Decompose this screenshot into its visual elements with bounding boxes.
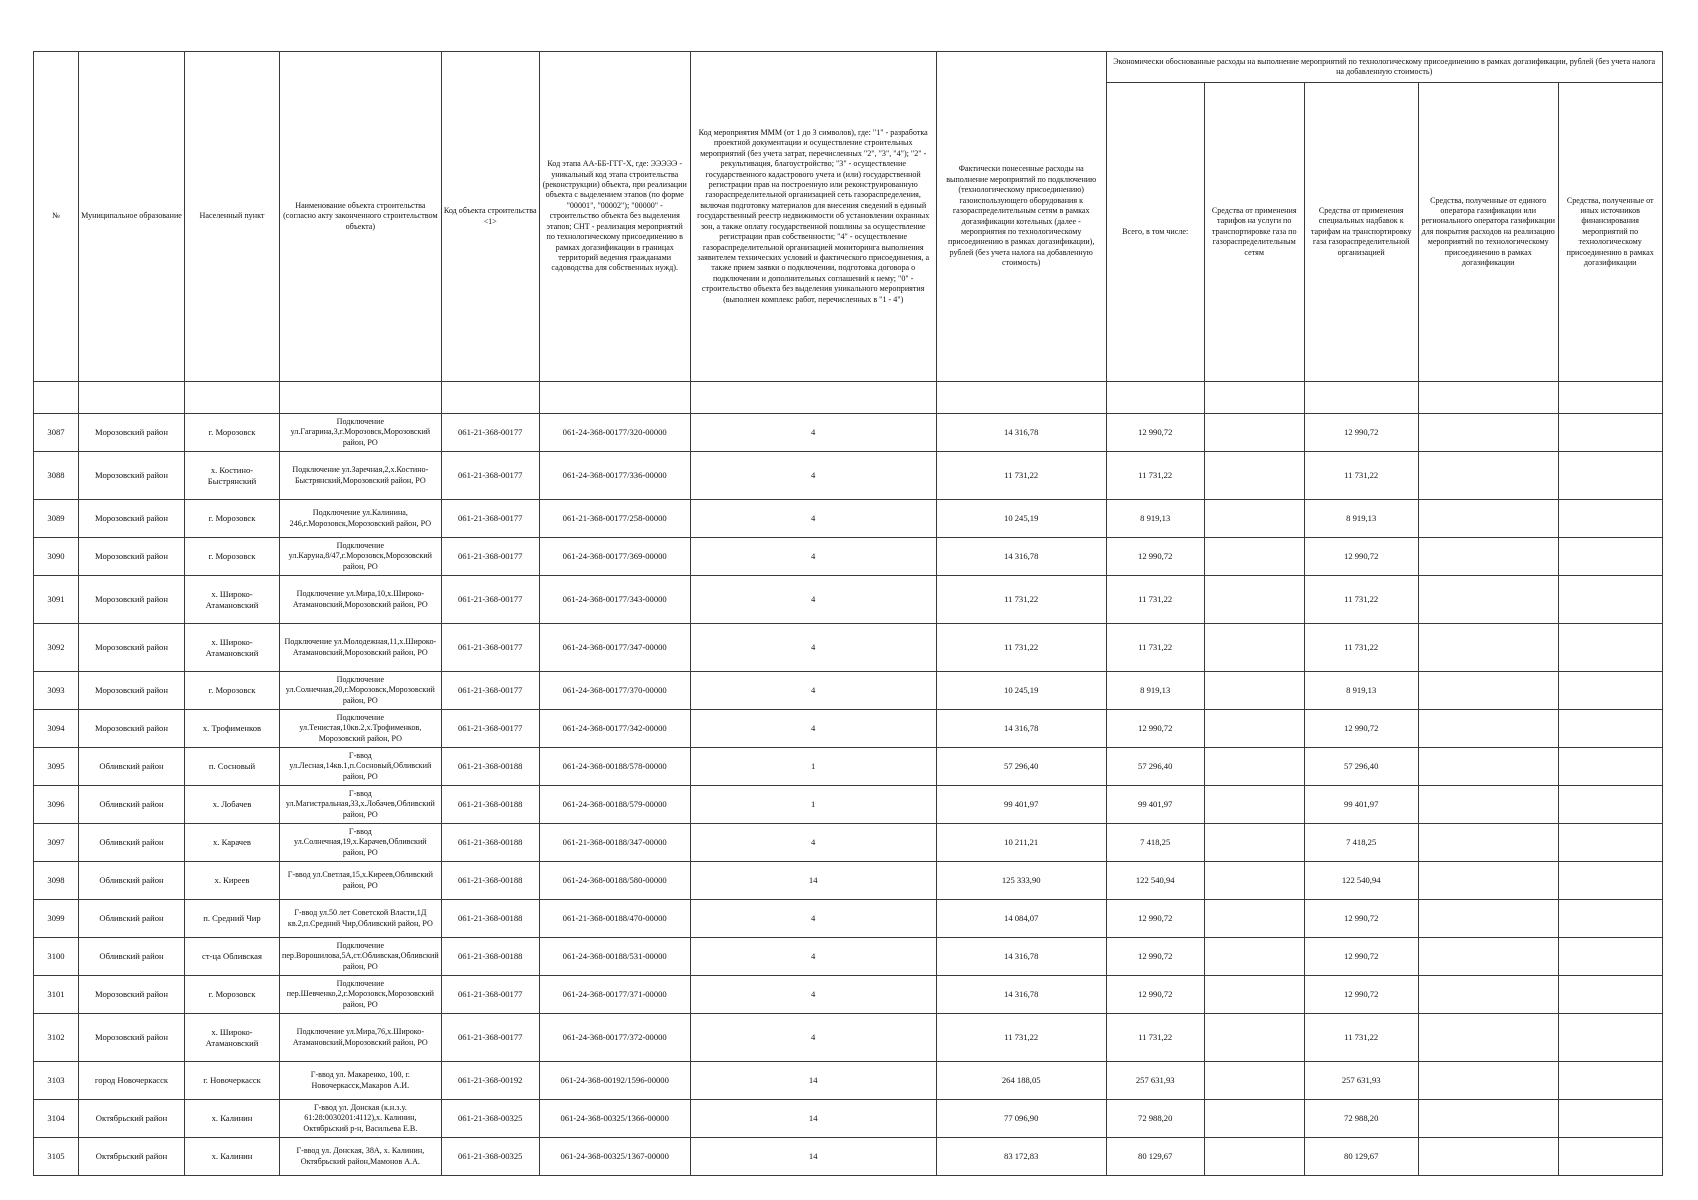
cell-actual-costs: 14 316,78 bbox=[936, 710, 1106, 748]
cell-num: 3104 bbox=[34, 1100, 79, 1138]
cell-tariff-funds bbox=[1204, 786, 1304, 824]
cell-num: 3090 bbox=[34, 538, 79, 576]
cell-num: 3100 bbox=[34, 938, 79, 976]
cell-operator-funds bbox=[1418, 710, 1558, 748]
cell-object-name: Подключение ул.Молодежная,11,х.Широко-Атамановский,Морозовский район, РО bbox=[280, 624, 442, 672]
cell-operator-funds bbox=[1418, 500, 1558, 538]
cell-municipality: Морозовский район bbox=[79, 710, 185, 748]
cell-municipality: Морозовский район bbox=[79, 976, 185, 1014]
cell-tariff-funds bbox=[1204, 576, 1304, 624]
cell-object-name: Г-ввод ул.Солнечная,19,х.Карачев,Обливский район, РО bbox=[280, 824, 442, 862]
header-municipality: Муниципальное образование bbox=[79, 52, 185, 382]
cell-settlement: п. Сосновый bbox=[185, 748, 280, 786]
table-row bbox=[34, 672, 1663, 710]
cell-tariff-funds bbox=[1204, 500, 1304, 538]
cell-num: 3093 bbox=[34, 672, 79, 710]
cell-stage-code: 061-24-368-00177/370-00000 bbox=[539, 672, 690, 710]
cell-object-name: Подключение ул.Мира,10,х.Широко-Атамановский,Морозовский район, РО bbox=[280, 576, 442, 624]
cell-settlement: х. Лобачев bbox=[185, 786, 280, 824]
cell-object-code: 061-21-368-00188 bbox=[441, 786, 539, 824]
cell-other-funds bbox=[1558, 1014, 1662, 1062]
header-actual-costs: Фактически понесенные расходы на выполнение мероприятий по подключению (технологическому присоединению) газоиспользующего оборудования к газораспределительным сетям в рамках догазификации котельных (далее - мероприятия по технологическому присоединению в рамках догазификации), рублей (без учета налога на добавленную стоимость) bbox=[936, 52, 1106, 382]
header-settlement: Населенный пункт bbox=[185, 52, 280, 382]
table-body bbox=[34, 382, 1663, 1176]
cell-surcharge-funds: 11 731,22 bbox=[1304, 576, 1418, 624]
cell-object-code: 061-21-368-00325 bbox=[441, 1138, 539, 1176]
cell-municipality: Морозовский район bbox=[79, 414, 185, 452]
cell-surcharge-funds: 11 731,22 bbox=[1304, 452, 1418, 500]
cell-stage-code: 061-21-368-00177/258-00000 bbox=[539, 500, 690, 538]
cell-num: 3103 bbox=[34, 1062, 79, 1100]
cell-num: 3098 bbox=[34, 862, 79, 900]
cell-municipality: Обливский район bbox=[79, 862, 185, 900]
cell-surcharge-funds: 99 401,97 bbox=[1304, 786, 1418, 824]
cell-measure-code: 14 bbox=[690, 1138, 936, 1176]
header-other-funds: Средства, полученные от иных источников финансирования мероприятий по технологическому присоединению в рамках догазификации bbox=[1558, 83, 1662, 382]
table-row bbox=[34, 1138, 1663, 1176]
cell-other-funds bbox=[1558, 1138, 1662, 1176]
cell-other-funds bbox=[1558, 862, 1662, 900]
cell-object-name: Г-ввод ул.Магистральная,33,х.Лобачев,Обливский район, РО bbox=[280, 786, 442, 824]
header-stage-code: Код этапа АА-ББ-ГГГ-Х, где: ЭЭЭЭЭ - уникальный код этапа строительства (реконструкции) объекта, при реализации объекта с выделением этапов (по форме "00001", "00002"); "00000" - строительство объекта без выделения этапов; СНТ - реализация мероприятий по технологическому присоединению в рамках догазификации в границах территорий ведения гражданами садоводства для собственных нужд). bbox=[539, 52, 690, 382]
cell-other-funds bbox=[1558, 452, 1662, 500]
cell-actual-costs: 83 172,83 bbox=[936, 1138, 1106, 1176]
cell-municipality: Обливский район bbox=[79, 900, 185, 938]
cell-surcharge-funds: 12 990,72 bbox=[1304, 938, 1418, 976]
cell-surcharge-funds: 12 990,72 bbox=[1304, 538, 1418, 576]
header-object-code: Код объекта строительства <1> bbox=[441, 52, 539, 382]
cell-measure-code: 14 bbox=[690, 1062, 936, 1100]
cell-measure-code: 14 bbox=[690, 1100, 936, 1138]
cell-actual-costs: 264 188,05 bbox=[936, 1062, 1106, 1100]
cell-measure-code: 1 bbox=[690, 786, 936, 824]
cell-settlement: х. Карачев bbox=[185, 824, 280, 862]
cell-operator-funds bbox=[1418, 748, 1558, 786]
cell-object-code: 061-21-368-00177 bbox=[441, 576, 539, 624]
table-row bbox=[34, 900, 1663, 938]
cell-total: 99 401,97 bbox=[1106, 786, 1204, 824]
cell-object-name: Подключение ул.Каруна,8/47,г.Морозовск,Морозовский район, РО bbox=[280, 538, 442, 576]
cell-object-code: 061-21-368-00177 bbox=[441, 624, 539, 672]
cell-operator-funds bbox=[1418, 672, 1558, 710]
cell-other-funds bbox=[1558, 624, 1662, 672]
cell-settlement: х. Широко-Атамановский bbox=[185, 576, 280, 624]
cell-object-name: Г-ввод ул. Макаренко, 100, г. Новочеркасск,Макаров А.И. bbox=[280, 1062, 442, 1100]
header-justified-costs-group: Экономически обоснованные расходы на выполнение мероприятий по технологическому присоединению в рамках догазификации, рублей (без учета налога на добавленную стоимость) bbox=[1106, 52, 1662, 83]
cell-object-name: Г-ввод ул. Донская, 38А, х. Калинин, Октябрьский район,Мамонов А.А. bbox=[280, 1138, 442, 1176]
cell-stage-code: 061-24-368-00188/578-00000 bbox=[539, 748, 690, 786]
cell-total: 7 418,25 bbox=[1106, 824, 1204, 862]
cell-other-funds bbox=[1558, 672, 1662, 710]
cell-surcharge-funds: 8 919,13 bbox=[1304, 672, 1418, 710]
cell-municipality: Обливский район bbox=[79, 824, 185, 862]
cell-num: 3099 bbox=[34, 900, 79, 938]
cell-operator-funds bbox=[1418, 824, 1558, 862]
cell-operator-funds bbox=[1418, 538, 1558, 576]
cell-surcharge-funds: 80 129,67 bbox=[1304, 1138, 1418, 1176]
table-row bbox=[34, 452, 1663, 500]
cell-measure-code: 4 bbox=[690, 538, 936, 576]
cell-object-name: Подключение ул.Мира,76,х.Широко-Атамановский,Морозовский район, РО bbox=[280, 1014, 442, 1062]
cell-other-funds bbox=[1558, 538, 1662, 576]
header-surcharge-funds: Средства от применения специальных надбавок к тарифам на транспортировку газа газораспределительной организацией bbox=[1304, 83, 1418, 382]
cell-municipality: Морозовский район bbox=[79, 452, 185, 500]
cell-tariff-funds bbox=[1204, 1062, 1304, 1100]
cell-actual-costs: 125 333,90 bbox=[936, 862, 1106, 900]
cell-total: 11 731,22 bbox=[1106, 1014, 1204, 1062]
cell-surcharge-funds: 257 631,93 bbox=[1304, 1062, 1418, 1100]
cell-municipality: Октябрьский район bbox=[79, 1100, 185, 1138]
table-row bbox=[34, 624, 1663, 672]
cell-tariff-funds bbox=[1204, 710, 1304, 748]
cell-other-funds bbox=[1558, 900, 1662, 938]
cell-tariff-funds bbox=[1204, 976, 1304, 1014]
cell-total: 12 990,72 bbox=[1106, 900, 1204, 938]
cell-object-name: Г-ввод ул.50 лет Советской Власти,1Д кв.2,п.Средний Чир,Обливский район, РО bbox=[280, 900, 442, 938]
cell-measure-code: 4 bbox=[690, 414, 936, 452]
cell-actual-costs: 14 316,78 bbox=[936, 976, 1106, 1014]
cell-object-code: 061-21-368-00188 bbox=[441, 748, 539, 786]
cell-surcharge-funds: 57 296,40 bbox=[1304, 748, 1418, 786]
cell-other-funds bbox=[1558, 748, 1662, 786]
table-row bbox=[34, 538, 1663, 576]
cell-actual-costs: 10 245,19 bbox=[936, 500, 1106, 538]
header-object-name: Наименование объекта строительства (согласно акту законченного строительством объекта) bbox=[280, 52, 442, 382]
cell-measure-code: 4 bbox=[690, 938, 936, 976]
cell-num: 3097 bbox=[34, 824, 79, 862]
cell-tariff-funds bbox=[1204, 938, 1304, 976]
table-row bbox=[34, 862, 1663, 900]
cell-actual-costs: 10 245,19 bbox=[936, 672, 1106, 710]
table-row bbox=[34, 1100, 1663, 1138]
cell-object-code: 061-21-368-00188 bbox=[441, 938, 539, 976]
table-row bbox=[34, 500, 1663, 538]
cell-measure-code: 4 bbox=[690, 576, 936, 624]
cell-num: 3091 bbox=[34, 576, 79, 624]
cell-actual-costs: 11 731,22 bbox=[936, 624, 1106, 672]
header-operator-funds: Средства, полученные от единого оператора газификации или регионального оператора газификации для покрытия расходов на реализацию мероприятий по технологическому присоединению в рамках догазификации bbox=[1418, 83, 1558, 382]
cell-municipality: город Новочеркасск bbox=[79, 1062, 185, 1100]
cell-surcharge-funds: 11 731,22 bbox=[1304, 1014, 1418, 1062]
cell-measure-code: 1 bbox=[690, 748, 936, 786]
cell-object-code: 061-21-368-00177 bbox=[441, 500, 539, 538]
cell-other-funds bbox=[1558, 576, 1662, 624]
cell-num: 3101 bbox=[34, 976, 79, 1014]
table-header bbox=[34, 52, 1663, 382]
cell-total: 80 129,67 bbox=[1106, 1138, 1204, 1176]
cell-object-name: Подключение ул.Калинина, 246,г.Морозовск,Морозовский район, РО bbox=[280, 500, 442, 538]
cell-stage-code: 061-24-368-00177/369-00000 bbox=[539, 538, 690, 576]
cell-tariff-funds bbox=[1204, 862, 1304, 900]
cell-operator-funds bbox=[1418, 976, 1558, 1014]
cell-total: 57 296,40 bbox=[1106, 748, 1204, 786]
cell-measure-code: 14 bbox=[690, 862, 936, 900]
cell-settlement: г. Морозовск bbox=[185, 976, 280, 1014]
cell-object-name: Подключение ул.Солнечная,20,г.Морозовск,Морозовский район, РО bbox=[280, 672, 442, 710]
cell-surcharge-funds: 12 990,72 bbox=[1304, 710, 1418, 748]
cell-surcharge-funds: 72 988,20 bbox=[1304, 1100, 1418, 1138]
cell-total: 12 990,72 bbox=[1106, 938, 1204, 976]
cell-operator-funds bbox=[1418, 1100, 1558, 1138]
cell-actual-costs: 10 211,21 bbox=[936, 824, 1106, 862]
cell-stage-code: 061-21-368-00188/347-00000 bbox=[539, 824, 690, 862]
cell-municipality: Морозовский район bbox=[79, 1014, 185, 1062]
cell-stage-code: 061-24-368-00188/580-00000 bbox=[539, 862, 690, 900]
cell-total: 8 919,13 bbox=[1106, 672, 1204, 710]
cell-settlement: х. Широко-Атамановский bbox=[185, 624, 280, 672]
cell-stage-code: 061-24-368-00177/336-00000 bbox=[539, 452, 690, 500]
cell-actual-costs: 11 731,22 bbox=[936, 1014, 1106, 1062]
cell-settlement: х. Калинин bbox=[185, 1138, 280, 1176]
cell-tariff-funds bbox=[1204, 824, 1304, 862]
cell-tariff-funds bbox=[1204, 538, 1304, 576]
cell-tariff-funds bbox=[1204, 624, 1304, 672]
cell-other-funds bbox=[1558, 824, 1662, 862]
cell-operator-funds bbox=[1418, 938, 1558, 976]
cell-municipality: Обливский район bbox=[79, 786, 185, 824]
cell-municipality: Морозовский район bbox=[79, 672, 185, 710]
table-row bbox=[34, 824, 1663, 862]
header-spacer-row bbox=[34, 382, 1663, 414]
cell-object-code: 061-21-368-00192 bbox=[441, 1062, 539, 1100]
cell-surcharge-funds: 12 990,72 bbox=[1304, 414, 1418, 452]
cell-surcharge-funds: 12 990,72 bbox=[1304, 900, 1418, 938]
cell-num: 3096 bbox=[34, 786, 79, 824]
cell-total: 11 731,22 bbox=[1106, 624, 1204, 672]
cell-operator-funds bbox=[1418, 414, 1558, 452]
cell-actual-costs: 14 316,78 bbox=[936, 414, 1106, 452]
header-num: № bbox=[34, 52, 79, 382]
cell-actual-costs: 99 401,97 bbox=[936, 786, 1106, 824]
cell-total: 257 631,93 bbox=[1106, 1062, 1204, 1100]
cell-measure-code: 4 bbox=[690, 500, 936, 538]
cell-measure-code: 4 bbox=[690, 672, 936, 710]
cell-measure-code: 4 bbox=[690, 710, 936, 748]
cell-total: 11 731,22 bbox=[1106, 452, 1204, 500]
cell-settlement: ст-ца Обливская bbox=[185, 938, 280, 976]
cell-object-name: Подключение ул.Тенистая,10кв.2,х.Трофименков, Морозовский район, РО bbox=[280, 710, 442, 748]
cell-settlement: г. Морозовск bbox=[185, 538, 280, 576]
cell-stage-code: 061-24-368-00177/320-00000 bbox=[539, 414, 690, 452]
cell-measure-code: 4 bbox=[690, 1014, 936, 1062]
cell-object-code: 061-21-368-00177 bbox=[441, 672, 539, 710]
cell-num: 3089 bbox=[34, 500, 79, 538]
cell-measure-code: 4 bbox=[690, 976, 936, 1014]
cell-object-name: Подключение ул.Гагарина,3,г.Морозовск,Морозовский район, РО bbox=[280, 414, 442, 452]
cell-total: 122 540,94 bbox=[1106, 862, 1204, 900]
cell-num: 3095 bbox=[34, 748, 79, 786]
cell-operator-funds bbox=[1418, 1138, 1558, 1176]
cell-tariff-funds bbox=[1204, 414, 1304, 452]
table-row bbox=[34, 414, 1663, 452]
cell-settlement: х. Калинин bbox=[185, 1100, 280, 1138]
cell-other-funds bbox=[1558, 976, 1662, 1014]
cell-num: 3105 bbox=[34, 1138, 79, 1176]
table-row bbox=[34, 710, 1663, 748]
cell-num: 3087 bbox=[34, 414, 79, 452]
cell-other-funds bbox=[1558, 500, 1662, 538]
cell-total: 12 990,72 bbox=[1106, 414, 1204, 452]
cell-stage-code: 061-24-368-00177/347-00000 bbox=[539, 624, 690, 672]
cell-surcharge-funds: 11 731,22 bbox=[1304, 624, 1418, 672]
cell-municipality: Морозовский район bbox=[79, 538, 185, 576]
cell-object-name: Подключение пер.Шевченко,2,г.Морозовск,Морозовский район, РО bbox=[280, 976, 442, 1014]
cell-actual-costs: 11 731,22 bbox=[936, 452, 1106, 500]
cell-object-code: 061-21-368-00188 bbox=[441, 862, 539, 900]
cell-object-name: Подключение пер.Ворошилова,5А,ст.Обливская,Обливский район, РО bbox=[280, 938, 442, 976]
cell-total: 72 988,20 bbox=[1106, 1100, 1204, 1138]
cell-other-funds bbox=[1558, 1062, 1662, 1100]
cell-operator-funds bbox=[1418, 452, 1558, 500]
cell-surcharge-funds: 8 919,13 bbox=[1304, 500, 1418, 538]
cell-num: 3088 bbox=[34, 452, 79, 500]
cell-actual-costs: 14 316,78 bbox=[936, 538, 1106, 576]
cell-settlement: х. Широко-Атамановский bbox=[185, 1014, 280, 1062]
header-tariff-funds: Средства от применения тарифов на услуги по транспортировке газа по газораспределительным сетям bbox=[1204, 83, 1304, 382]
cell-other-funds bbox=[1558, 710, 1662, 748]
cell-total: 8 919,13 bbox=[1106, 500, 1204, 538]
cell-tariff-funds bbox=[1204, 1138, 1304, 1176]
cell-object-code: 061-21-368-00177 bbox=[441, 710, 539, 748]
cell-stage-code: 061-24-368-00177/343-00000 bbox=[539, 576, 690, 624]
cell-object-code: 061-21-368-00188 bbox=[441, 824, 539, 862]
table-row bbox=[34, 1014, 1663, 1062]
cell-stage-code: 061-21-368-00188/470-00000 bbox=[539, 900, 690, 938]
cell-stage-code: 061-24-368-00177/342-00000 bbox=[539, 710, 690, 748]
cell-object-code: 061-21-368-00188 bbox=[441, 900, 539, 938]
cell-tariff-funds bbox=[1204, 1100, 1304, 1138]
cell-num: 3092 bbox=[34, 624, 79, 672]
gasification-costs-table bbox=[33, 51, 1663, 1176]
cell-other-funds bbox=[1558, 786, 1662, 824]
cell-stage-code: 061-24-368-00177/372-00000 bbox=[539, 1014, 690, 1062]
table-row bbox=[34, 576, 1663, 624]
cell-tariff-funds bbox=[1204, 672, 1304, 710]
cell-surcharge-funds: 7 418,25 bbox=[1304, 824, 1418, 862]
cell-total: 12 990,72 bbox=[1106, 976, 1204, 1014]
cell-settlement: г. Морозовск bbox=[185, 672, 280, 710]
cell-stage-code: 061-24-368-00188/531-00000 bbox=[539, 938, 690, 976]
cell-municipality: Морозовский район bbox=[79, 500, 185, 538]
cell-surcharge-funds: 122 540,94 bbox=[1304, 862, 1418, 900]
header-total: Всего, в том числе: bbox=[1106, 83, 1204, 382]
cell-municipality: Морозовский район bbox=[79, 624, 185, 672]
cell-operator-funds bbox=[1418, 576, 1558, 624]
cell-object-name: Г-ввод ул.Светлая,15,х.Киреев,Обливский район, РО bbox=[280, 862, 442, 900]
cell-measure-code: 4 bbox=[690, 900, 936, 938]
cell-object-code: 061-21-368-00177 bbox=[441, 976, 539, 1014]
cell-actual-costs: 14 084,07 bbox=[936, 900, 1106, 938]
cell-tariff-funds bbox=[1204, 1014, 1304, 1062]
cell-actual-costs: 77 096,90 bbox=[936, 1100, 1106, 1138]
table-row bbox=[34, 938, 1663, 976]
cell-other-funds bbox=[1558, 938, 1662, 976]
cell-surcharge-funds: 12 990,72 bbox=[1304, 976, 1418, 1014]
cell-total: 11 731,22 bbox=[1106, 576, 1204, 624]
cell-stage-code: 061-24-368-00325/1366-00000 bbox=[539, 1100, 690, 1138]
cell-tariff-funds bbox=[1204, 900, 1304, 938]
cell-operator-funds bbox=[1418, 624, 1558, 672]
cell-num: 3094 bbox=[34, 710, 79, 748]
cell-measure-code: 4 bbox=[690, 824, 936, 862]
cell-municipality: Октябрьский район bbox=[79, 1138, 185, 1176]
cell-stage-code: 061-24-368-00192/1596-00000 bbox=[539, 1062, 690, 1100]
cell-other-funds bbox=[1558, 414, 1662, 452]
cell-operator-funds bbox=[1418, 786, 1558, 824]
cell-settlement: х. Трофименков bbox=[185, 710, 280, 748]
cell-object-name: Г-ввод ул. Донская (к.н.з.у. 61:28:0030201:4112),х. Калинин, Октябрьский р-н, Васильева Е.В. bbox=[280, 1100, 442, 1138]
table-row bbox=[34, 976, 1663, 1014]
cell-settlement: х. Костино-Быстрянский bbox=[185, 452, 280, 500]
cell-other-funds bbox=[1558, 1100, 1662, 1138]
cell-stage-code: 061-24-368-00325/1367-00000 bbox=[539, 1138, 690, 1176]
cell-stage-code: 061-24-368-00188/579-00000 bbox=[539, 786, 690, 824]
cell-settlement: г. Морозовск bbox=[185, 414, 280, 452]
cell-object-code: 061-21-368-00177 bbox=[441, 414, 539, 452]
cell-object-code: 061-21-368-00177 bbox=[441, 538, 539, 576]
header-measure-code: Код мероприятия МММ (от 1 до 3 символов), где: "1" - разработка проектной документации и осуществление строительных мероприятий (без учета затрат, перечисленных "2", "3", "4"); "2" - рекультивация, благоустройство; "3" - осуществление государственного кадастрового учета и (или) государственной регистрации прав на построенную или реконструированную газораспределительной организацией сеть газораспределения, включая подготовку материалов для внесения сведений в единый государственный реестр недвижимости об установлении охранных зон, а также оплату государственной пошлины за осуществление регистрации прав собственности; "4" - осуществление газораспределительной организацией мониторинга выполнения заявителем технических условий и фактического присоединения, а также прием заявки о подключении, подготовка договора о подключении и дополнительных соглашений к нему; "0" - строительство объекта без выделения уникального мероприятия (выполнен комплекс работ, перечисленных в "1 - 4") bbox=[690, 52, 936, 382]
cell-operator-funds bbox=[1418, 1062, 1558, 1100]
cell-actual-costs: 14 316,78 bbox=[936, 938, 1106, 976]
table-row bbox=[34, 1062, 1663, 1100]
cell-municipality: Обливский район bbox=[79, 748, 185, 786]
cell-measure-code: 4 bbox=[690, 624, 936, 672]
cell-settlement: п. Средний Чир bbox=[185, 900, 280, 938]
cell-num: 3102 bbox=[34, 1014, 79, 1062]
cell-total: 12 990,72 bbox=[1106, 710, 1204, 748]
cell-operator-funds bbox=[1418, 1014, 1558, 1062]
cell-municipality: Морозовский район bbox=[79, 576, 185, 624]
cell-object-code: 061-21-368-00177 bbox=[441, 1014, 539, 1062]
cell-stage-code: 061-24-368-00177/371-00000 bbox=[539, 976, 690, 1014]
cell-settlement: г. Новочеркасск bbox=[185, 1062, 280, 1100]
cell-actual-costs: 57 296,40 bbox=[936, 748, 1106, 786]
cell-object-name: Подключение ул.Заречная,2,х.Костино-Быстрянский,Морозовский район, РО bbox=[280, 452, 442, 500]
cell-object-code: 061-21-368-00177 bbox=[441, 452, 539, 500]
cell-settlement: х. Киреев bbox=[185, 862, 280, 900]
cell-tariff-funds bbox=[1204, 748, 1304, 786]
cell-actual-costs: 11 731,22 bbox=[936, 576, 1106, 624]
cell-operator-funds bbox=[1418, 862, 1558, 900]
cell-object-code: 061-21-368-00325 bbox=[441, 1100, 539, 1138]
cell-settlement: г. Морозовск bbox=[185, 500, 280, 538]
table-row bbox=[34, 748, 1663, 786]
cell-operator-funds bbox=[1418, 900, 1558, 938]
table-row bbox=[34, 786, 1663, 824]
cell-total: 12 990,72 bbox=[1106, 538, 1204, 576]
cell-municipality: Обливский район bbox=[79, 938, 185, 976]
cell-tariff-funds bbox=[1204, 452, 1304, 500]
cell-object-name: Г-ввод ул.Лесная,14кв.1,п.Сосновый,Обливский район, РО bbox=[280, 748, 442, 786]
cell-measure-code: 4 bbox=[690, 452, 936, 500]
